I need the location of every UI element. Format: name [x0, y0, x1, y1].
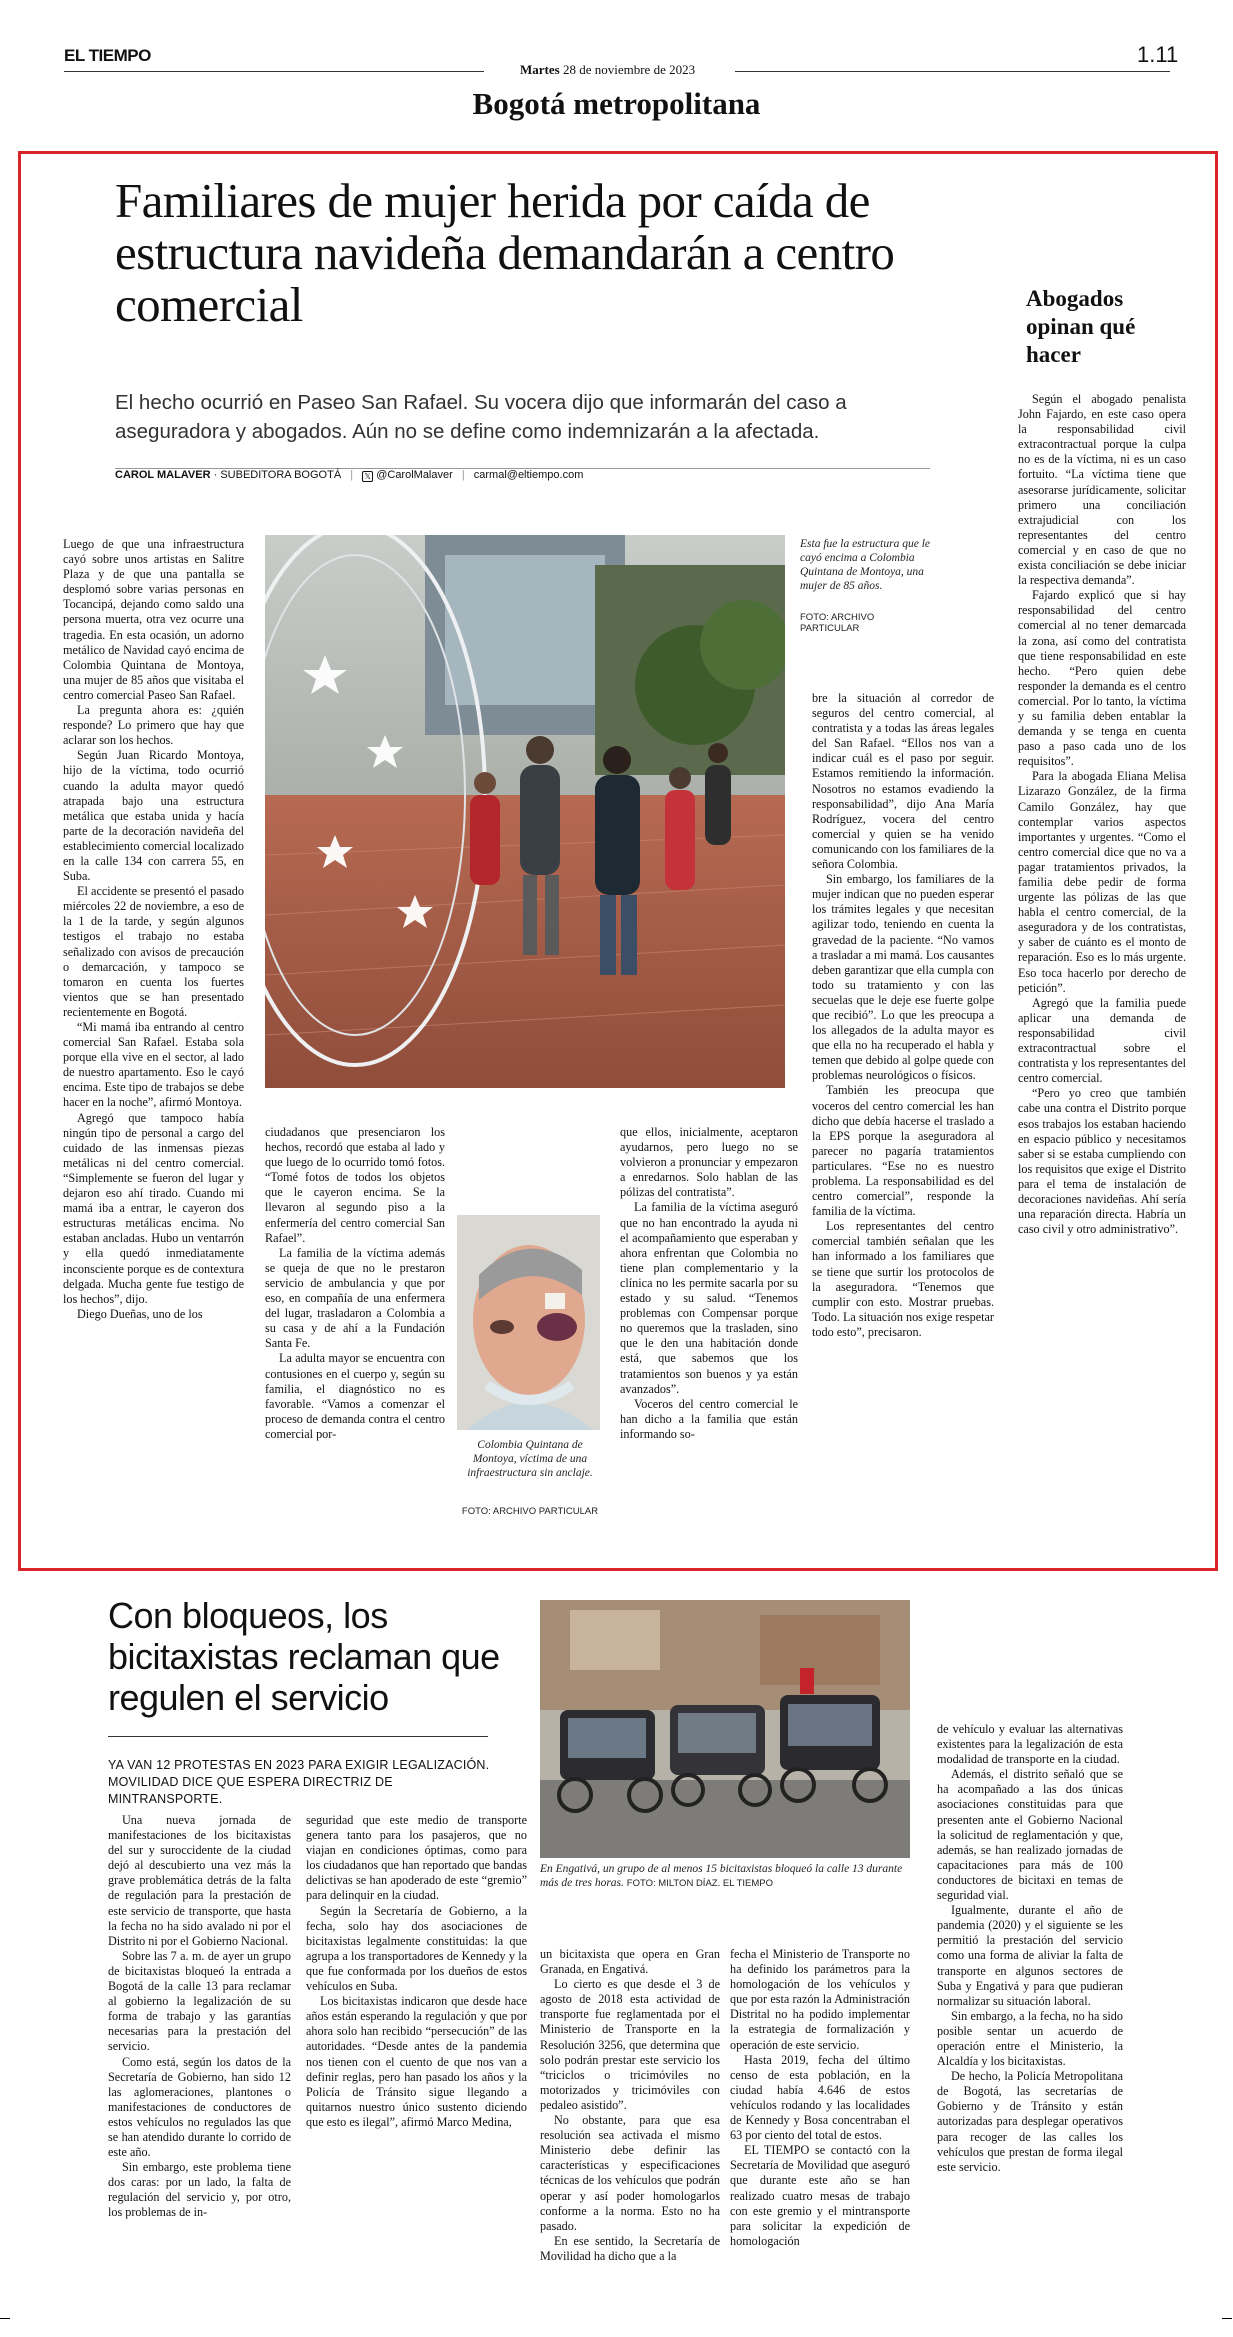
second-col5-p2: Además, el distrito señaló que se ha acompañado a las dos únicas asociaciones constituidas para que presenten ante el Gobierno Nacional la solicitud de reglamentación y que, además, se han realizado jornadas de capacitaciones para más de 100 conductores de bicitaxi en temas de seguridad vial. — [937, 1767, 1123, 1903]
bicitaxi-caption-text: En Engativá, un grupo de al menos 15 bicitaxistas bloqueó la calle 13 durante más de tres horas. — [540, 1863, 903, 1889]
portrait-caption: Colombia Quintana de Montoya, víctima de una infraestructura sin anclaje. — [467, 1439, 593, 1479]
page-number: 1.11 — [1137, 42, 1179, 67]
main-col-1 — [63, 537, 244, 1322]
main-col3-p2: La familia de la víctima aseguró que no han encontrado la ayuda ni el acompañamiento que esperaban y ahora enfrentan que Colombia no tiene plan complementario y la clínica no les permite sacarla por su estado y su salud. “Tenemos problemas con Compensar porque no queremos que la trasladen, sino que le den una habitación donde está, que sabemos que los tratamientos son buenos y ya están avanzados”. — [620, 1200, 798, 1396]
sidebar-p5: “Pero yo creo que también cabe una contra el Distrito porque esos trabajos los estaban haciendo en espacio público y necesitamos saber si se estaba cumpliendo con los requisitos que exige el Distrito para el tema de instalación de decoraciones navideñas. Ahí sería una reparación directa. Habría un caso civil y otro administrativo”. — [1018, 1086, 1186, 1237]
sidebar-body — [1018, 392, 1186, 1237]
main-col1-p2: La pregunta ahora es: ¿quién responde? Lo primero que hay que aclarar son los hechos. — [63, 703, 244, 748]
crop-mark-left — [0, 2318, 10, 2319]
bicitaxi-photo-credit: FOTO: MILTON DÍAZ. EL TIEMPO — [626, 1878, 774, 1889]
main-col4-p1: bre la situación al corredor de seguros del centro comercial, al contratista y a todas las áreas legales del San Rafael. “Ellos nos van a indicar cuál es el paso por seguir. Estamos remitiendo la información. Nosotros no estamos evadiendo la responsabilidad”, dijo Ana María Rodríguez, vocera del centro comercial y quien se ha venido comunicando con los familiares de la señora Colombia. — [812, 691, 994, 872]
main-col2-p3: La adulta mayor se encuentra con contusiones en el cuerpo y, según su familia, el diagnóstico no es favorable. “Vamos a comenzar el proceso de demanda contra el centro comercial por- — [265, 1351, 445, 1441]
second-col2-p2: Según la Secretaría de Gobierno, a la fecha, solo hay dos asociaciones de bicitaxistas legalmente constituidas: la que agrupa a los transportadores de Kennedy y la que fue conformada por los dueños de estos vehículos en Suba. — [306, 1903, 527, 1994]
second-col1-p1: Una nueva jornada de manifestaciones de los bicitaxistas del sur y suroccidente de la ciudad dejó al descubierto una vez más la grave problemática detrás de la falta de regulación para la prestación de este servicio de transporte, que hasta la fecha no ha sido avalado ni por el Distrito ni por el Gobierno Nacional. — [108, 1813, 291, 1948]
header-date-rest: 28 de noviembre de 2023 — [562, 62, 696, 77]
second-col3-p1: un bicitaxista que opera en Gran Granada, en Engativá. — [540, 1947, 720, 1977]
second-col1-p3: Como está, según los datos de la Secretaría de Gobierno, han sido 12 las aglomeraciones, plantones o manifestaciones de conductores de estos vehículos no regulados las que se han atendido durante lo corrido de este año. — [108, 2054, 291, 2160]
main-col1-p5: “Mi mamá iba entrando al centro comercial San Rafael. Estaba sola porque ella vive en el sector, al lado de nuestro apartamento. Eso le cayó encima. Este tipo de trabajos se debe hacer en la noche”, afirmó Montoya. — [63, 1020, 244, 1110]
second-deck: YA VAN 12 PROTESTAS EN 2023 PARA EXIGIR LEGALIZACIÓN. MOVILIDAD DICE QUE ESPERA DIRECTRIZ DE MINTRANSPORTE. — [108, 1758, 490, 1806]
second-col1-p2: Sobre las 7 a. m. de ayer un grupo de bicitaxistas bloqueó la entrada a Bogotá de la calle 13 para reclamar al gobierno la legalización de su forma de trabajo y las garantías necesarias para la prestación del servicio. — [108, 1948, 291, 2054]
second-col2-p3: Los bicitaxistas indicaron que desde hace años están esperando la regulación y que por ahora solo han recibido “persecución” de las autoridades. “Desde antes de la pandemia nos tienen con el cuento de que nos van a definir reglas, pero han pasado los años y la Policía de Tránsito sigue llegando a quitarnos nuestro único sustento diciendo que esto es ilegal”, afirmó Marco Medina, — [306, 1994, 527, 2129]
second-col5-p3: Igualmente, durante el año de pandemia (2020) y el siguiente se les permitió la prestación del servicio como una forma de aliviar la falta de transporte en algunos sectores de Suba y Engativá y para que pudieran normalizar su situación laboral. — [937, 1903, 1123, 2008]
second-headline: Con bloqueos, los bicitaxistas reclaman que regulen el servicio — [108, 1595, 500, 1718]
second-col3-p3: No obstante, para que esa resolución sea activada el mismo Ministerio debe definir las características y especificaciones técnicas de los vehículos que podrán operar y así poder homologarlos conforme a la norma. Esto no ha pasado. — [540, 2113, 720, 2233]
main-deck: El hecho ocurrió en Paseo San Rafael. Su vocera dijo que informarán del caso a aseguradora y abogados. Aún no se define como indemnizarán a la afectada. — [115, 391, 847, 443]
main-col4-p4: Los representantes del centro comercial también señalan que les han informado a los familiares que se tiene que surtir los protocolos de la aseguradora. “Tenemos que cumplir con esto. Mostrar pruebas. Todo. La situación nos exige respetar todo esto”, precisaron. — [812, 1219, 994, 1339]
sidebar-p2: Fajardo explicó que si hay responsabilidad del centro comercial al no tener demarcada la zona, así como del contratista que tiene responsabilidad en este hecho. “Pero quien debe responder la demanda es el centro comercial. Por lo tanto, la víctima y su familia deben entablar la demanda y se tenga en cuenta paso a paso cada uno de los requisitos”. — [1018, 588, 1186, 769]
sidebar-p4: Agregó que la familia puede aplicar una demanda de responsabilidad civil extracontractual sobre el contratista y los representantes del centro comercial. — [1018, 995, 1186, 1086]
byline: CAROL MALAVER · SUBEDITORA BOGOTÁ | 𝕏 @CarolMalaver | carmal@eltiempo.com — [115, 468, 930, 482]
main-col3-p1: que ellos, inicialmente, aceptaron ayudarnos, pero luego no se volvieron a pronunciar y empezaron a enredarnos. Solo hablan de las pólizas del contratista”. — [620, 1125, 798, 1200]
second-col2-p1: seguridad que este medio de transporte genera tanto para los pasajeros, que no viajan en condiciones óptimas, como para los ciudadanos que han reportado que bandas delictivas se han apoderado de este “gremio” para delinquir en la ciudad. — [306, 1813, 527, 1903]
second-col4-p1: fecha el Ministerio de Transporte no ha definido los parámetros para la homologación de los vehículos y que por esta razón la Administración Distrital no ha podido implementar la estrategia de formalización y operación de este servicio. — [730, 1947, 910, 2052]
main-col1-p6: Agregó que tampoco había ningún tipo de personal a cargo del cuidado de las inmensas piezas metálicas ni del centro comercial. “Simplemente se fueron del lugar y dejaron eso ahí tirado. Cuando mi mamá iba a entrar, le cayeron dos estructuras metálicas encima. No estaban ancladas. Hubo un ventarrón y ella quedó inmediatamente inconsciente porque es de contextura delgada. Mucha gente fue testigo de los hechos”, dijo. — [63, 1110, 244, 1306]
second-col3-p2: Lo cierto es que desde el 3 de agosto de 2018 esta actividad de transporte fue reglamentada por el Ministerio de Transporte en la Resolución 3256, que determina que solo podrán prestar este servicio los “triciclos o tricimóviles no motorizados y tricimóviles con pedaleo asistido”. — [540, 1977, 720, 2112]
section-title: Bogotá metropolitana — [472, 86, 761, 121]
bicitaxi-photo — [540, 1600, 910, 1858]
main-col1-p4: El accidente se presentó el pasado miércoles 22 de noviembre, a eso de la 1 de la tarde, y según algunos testigos el trabajo no estaba señalizado con avisos de precaución o demarcación, y tampoco se tomaron en cuenta los fuertes vientos que se han presentado recientemente en Bogotá. — [63, 884, 244, 1019]
main-col2-p2: La familia de la víctima además se queja de que no le prestaron servicio de ambulancia y que por eso, en compañía de una enfermera del lugar, trasladaron a Colombia a su casa y de ahí a la Fundación Santa Fe. — [265, 1245, 445, 1351]
byline-role: · SUBEDITORA BOGOTÁ — [213, 469, 342, 481]
main-col-3 — [620, 1125, 798, 1442]
second-col-1 — [108, 1813, 291, 2221]
second-col4-p2: Hasta 2019, fecha del último censo de esta población, en la ciudad había 4.646 de estos vehículos rodando y las localidades de Kennedy y Bosa concentraban el 63 por ciento del total de estos. — [730, 2052, 910, 2143]
main-col-2 — [265, 1125, 445, 1442]
newspaper-brand: EL TIEMPO — [64, 46, 151, 65]
main-col1-p3: Según Juan Ricardo Montoya, hijo de la víctima, todo ocurrió cuando la adulta mayor quedó atrapada bajo una estructura metálica que estaba unida y hacía parte de la decoración navideña del establecimiento comercial localizado en la calle 134 con carrera 55, en Suba. — [63, 748, 244, 884]
main-col4-p2: Sin embargo, los familiares de la mujer indican que no pueden esperar los trámites legales y que necesitan agilizar todo, teniendo en cuenta la gravedad de la paciente. “No vamos a trasladar a mi mamá. Los causantes deben garantizar que ella cumpla con todo su tratamiento y con las secuelas que le deje ese fuerte golpe que recibió”. Lo que les preocupa a los allegados de la adulta mayor es que ella no ha recuperado el habla y temen que debido al golpe quede con problemas neurológicos o físicos. — [812, 872, 994, 1083]
sidebar-title: Abogados opinan qué hacer — [1026, 286, 1136, 367]
bicitaxi-caption — [540, 1862, 910, 1891]
main-headline: Familiares de mujer herida por caída de estructura navideña demandarán a centro comercial — [115, 173, 895, 332]
byline-handle: @CarolMalaver — [376, 469, 453, 481]
structure-photo — [265, 535, 785, 1088]
main-photo-credit: FOTO: ARCHIVO PARTICULAR — [800, 612, 875, 634]
header-date — [520, 62, 695, 78]
second-headline-rule — [108, 1736, 488, 1737]
second-col5-p4: Sin embargo, a la fecha, no ha sido posible sentar un acuerdo de operación entre el Ministerio, la Alcaldía y los bicitaxistas. — [937, 2008, 1123, 2069]
main-col2-p1: ciudadanos que presenciaron los hechos, recordó que estaba al lado y que luego de lo ocurrido tomó fotos. “Tomé fotos de todos los objetos que le cayeron encima. Se la llevaron al segundo piso a la enfermería del centro comercial San Rafael”. — [265, 1125, 445, 1245]
main-col4-p3: También les preocupa que voceros del centro comercial les han dicho que debía hacerse el traslado a la EPS porque la aseguradora al parecer no pagaría tratamientos particulares. “Ese no es nuestro problema. La responsabilidad es del centro comercial”, responde la familia de la víctima. — [812, 1083, 994, 1219]
second-col3-p4: En ese sentido, la Secretaría de Movilidad ha dicho que a la — [540, 2233, 720, 2263]
sidebar-p1: Según el abogado penalista John Fajardo, en este caso opera la responsabilidad civil extracontractual porque la culpa no es de la víctima, ni es un caso fortuito. “La víctima tiene que asesorarse jurídicamente, solicitar primero una conciliación extrajudicial con los representantes del centro comercial y en caso de que no exista conciliación se debe iniciar la respectiva demanda”. — [1018, 392, 1186, 588]
second-col-3 — [540, 1947, 720, 2264]
second-col5-p5: De hecho, la Policía Metropolitana de Bogotá, las secretarías de Gobierno y de Tránsito y están autorizadas para desplegar operativos para recoger de las calles los vehículos que prestan de forma ilegal este servicio. — [937, 2069, 1123, 2174]
x-social-icon: 𝕏 — [362, 471, 373, 482]
victim-portrait — [457, 1215, 600, 1430]
main-col1-p7: Diego Dueñas, uno de los — [77, 1306, 203, 1321]
second-col4-p3: EL TIEMPO se contactó con la Secretaría de Movilidad que aseguró que durante este año se han realizado cuatro mesas de trabajo con este gremio y el mintransporte para solicitar la expedición de homologación — [730, 2143, 910, 2248]
byline-author: CAROL MALAVER — [115, 469, 211, 481]
crop-mark-right — [1222, 2318, 1232, 2319]
sidebar-p3: Para la abogada Eliana Melisa Lizarazo González, de la firma Camilo González, hay que contemplar varios aspectos importantes y urgentes. “Como el centro comercial dice que no va a pagar tratamientos privados, la familia debe pedir de forma urgente las pólizas de las que habla el centro comercial, de la aseguradora y de los contratistas, y saber de cuánto es el monto de reparación. Eso es lo más urgente. Eso toca hacerlo por derecho de petición”. — [1018, 769, 1186, 995]
second-col1-p4: Sin embargo, este problema tiene dos caras: por un lado, la falta de regulación del servicio y, por otro, los problemas de in- — [108, 2160, 291, 2220]
second-col-5 — [937, 1722, 1123, 2175]
portrait-credit: FOTO: ARCHIVO PARTICULAR — [461, 1506, 599, 1517]
main-col3-p3: Voceros del centro comercial le han dicho a la familia que están informando so- — [620, 1396, 798, 1441]
header-rule-left — [64, 71, 484, 72]
header-rule-right — [735, 71, 1170, 72]
byline-email: carmal@eltiempo.com — [473, 469, 584, 481]
header-date-day: Martes — [520, 62, 560, 77]
second-col-2 — [306, 1813, 527, 2130]
main-col1-p1: Luego de que una infraestructura cayó sobre unos artistas en Salitre Plaza y de que una pantalla se desplomó sobre varias personas en Tocancipá, dejando como saldo una persona muerta, otra vez ocurre una tragedia. En esta ocasión, un adorno metálico de Navidad cayó encima de Colombia Quintana de Montoya, una mujer de 85 años que visitaba el centro comercial Paseo San Rafael. — [63, 537, 244, 702]
second-col-4 — [730, 1947, 910, 2249]
second-col5-p1: de vehículo y evaluar las alternativas existentes para la legalización de esta modalidad de transporte en la ciudad. — [937, 1722, 1123, 1767]
main-col-4 — [812, 691, 994, 1340]
main-photo-caption: Esta fue la estructura que le cayó encima a Colombia Quintana de Montoya, una mujer de 85 años. — [800, 538, 930, 592]
